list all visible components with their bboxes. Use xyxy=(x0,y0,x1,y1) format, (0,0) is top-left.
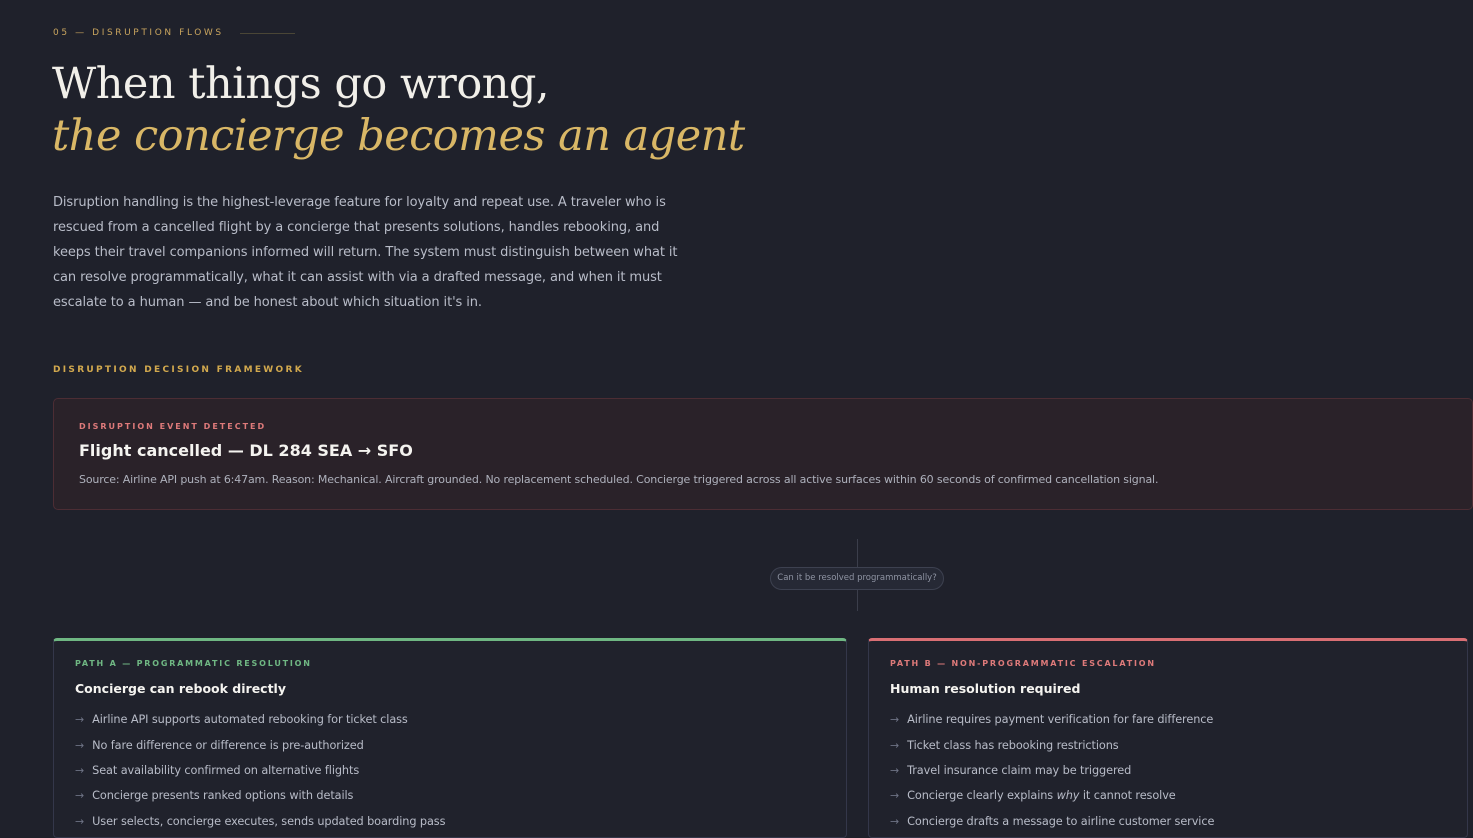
arrow-right-icon: → xyxy=(890,789,900,803)
page-title: When things go wrong, xyxy=(52,59,550,109)
path-a-tag: PATH A — PROGRAMMATIC RESOLUTION xyxy=(75,659,312,668)
path-a-list xyxy=(75,707,445,834)
intro-paragraph: Disruption handling is the highest-leverage feature for loyalty and repeat use. A traveler who is rescued from a cancelled flight by a concierge that presents solutions, handles rebooking, and keeps their travel companions informed will return. The system must distinguish between what it can resolve programmatically, what it can assist with via a drafted message, and when it must escalate to a human — and be honest about which situation it's in. xyxy=(53,195,678,310)
list-item xyxy=(890,783,1214,808)
event-tag: DISRUPTION EVENT DETECTED xyxy=(79,422,267,431)
list-item xyxy=(890,758,1214,783)
list-item xyxy=(75,707,445,732)
path-a-card xyxy=(53,638,847,838)
arrow-right-icon: → xyxy=(75,713,85,727)
arrow-right-icon: → xyxy=(75,814,85,828)
arrow-right-icon: → xyxy=(890,713,900,727)
framework-heading: DISRUPTION DECISION FRAMEWORK xyxy=(53,365,304,375)
list-item xyxy=(75,783,445,808)
list-item-text: Airline API supports automated rebooking for ticket class xyxy=(92,713,408,727)
section-eyebrow-label: 05 — DISRUPTION FLOWS xyxy=(53,28,224,38)
list-item-text: Ticket class has rebooking restrictions xyxy=(907,738,1119,752)
event-title: Flight cancelled — DL 284 SEA → SFO xyxy=(79,441,413,460)
list-item-text: Concierge presents ranked options with details xyxy=(92,789,354,803)
list-item xyxy=(75,732,445,757)
disruption-event-card xyxy=(53,398,1473,510)
list-item-text: Seat availability confirmed on alternative flights xyxy=(92,763,360,777)
list-item xyxy=(890,732,1214,757)
list-item-text xyxy=(907,789,1176,802)
path-b-list xyxy=(890,707,1214,834)
section-eyebrow xyxy=(53,28,295,38)
page-subtitle: the concierge becomes an agent xyxy=(52,111,745,161)
list-item-text: Airline requires payment verification for fare difference xyxy=(907,713,1214,727)
path-b-card xyxy=(868,638,1468,838)
item-text-before: Concierge clearly explains xyxy=(907,789,1057,803)
event-source: Source: Airline API push at 6:47am. Reason: Mechanical. Aircraft grounded. No replacement scheduled. Concierge triggered across all active surfaces within 60 seconds of confirmed cancellation signal. xyxy=(79,473,1159,486)
eyebrow-divider xyxy=(240,33,295,34)
list-item xyxy=(890,809,1214,834)
arrow-right-icon: → xyxy=(75,763,85,777)
arrow-right-icon: → xyxy=(890,814,900,828)
decision-question-pill: Can it be resolved programmatically? xyxy=(770,567,944,590)
arrow-right-icon: → xyxy=(75,789,85,803)
list-item-text: No fare difference or difference is pre-authorized xyxy=(92,738,364,752)
arrow-right-icon: → xyxy=(890,763,900,777)
list-item xyxy=(75,758,445,783)
list-item-text: Travel insurance claim may be triggered xyxy=(907,763,1132,777)
list-item xyxy=(75,809,445,834)
list-item-text: User selects, concierge executes, sends updated boarding pass xyxy=(92,814,446,828)
path-b-title: Human resolution required xyxy=(890,681,1081,696)
list-item xyxy=(890,707,1214,732)
item-text-emphasis: why xyxy=(1056,789,1080,803)
path-b-tag: PATH B — NON-PROGRAMMATIC ESCALATION xyxy=(890,659,1156,668)
item-text-after: it cannot resolve xyxy=(1079,789,1176,803)
arrow-right-icon: → xyxy=(890,738,900,752)
list-item-text: Concierge drafts a message to airline customer service xyxy=(907,814,1215,828)
path-a-title: Concierge can rebook directly xyxy=(75,681,286,696)
arrow-right-icon: → xyxy=(75,738,85,752)
